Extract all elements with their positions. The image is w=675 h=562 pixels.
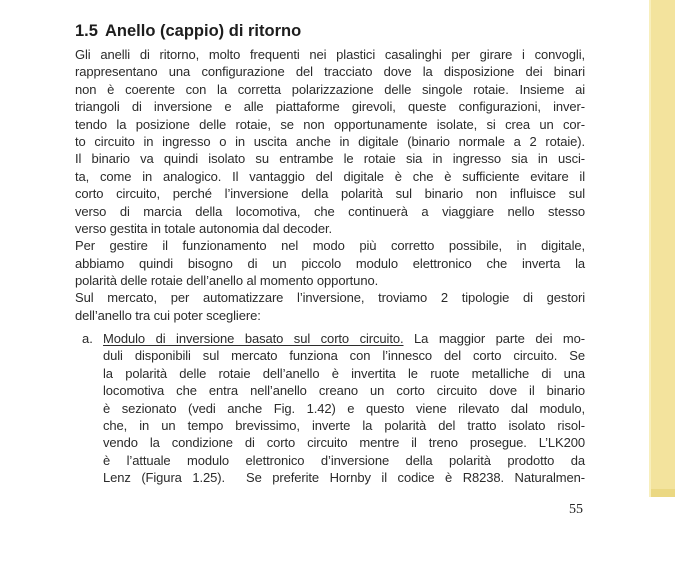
- text-line: Il binario va quindi isolato su entrambe le rotaie sia in ingresso sia in usci-: [75, 151, 585, 167]
- text-line: ta, come in analogico. Il vantaggio del digitale è che è sufficiente evitare il: [75, 168, 585, 184]
- text-line: verso gestita in totale autonomia dal decoder.: [75, 220, 333, 236]
- text-line: la polarità delle rotaie dell’anello è invertita le ruote metalliche di una: [103, 365, 585, 381]
- text-line: to circuito in ingresso o in uscita anche in digitale (binario normale a 2 rotaie).: [75, 133, 585, 149]
- text-line: Lenz (Figura 1.25). Se preferite Hornby il codice è R8238. Naturalmen-: [103, 470, 585, 486]
- page-number: 55: [569, 502, 583, 517]
- text-line: duli disponibili sul mercato funziona con l’innesco del corto circuito. Se: [103, 348, 585, 364]
- text-line: dell’anello tra cui poter scegliere:: [75, 307, 261, 323]
- text-line: Per gestire il funzionamento nel modo più corretto possibile, in digitale,: [75, 238, 585, 254]
- text-line: verso di marcia della locomotiva, che continuerà a viaggiare nello stesso: [75, 203, 585, 219]
- underlined-phrase: Modulo di inversione basato sul corto circuito.: [103, 331, 404, 346]
- text-line: Modulo di inversione basato sul corto circuito. La maggior parte dei mo-: [103, 331, 585, 346]
- text-line: non è coerente con la corretta polarizzazione delle singole rotaie. Insieme ai: [75, 81, 585, 97]
- text-line: rappresentano una configurazione del tracciato dove la disposizione dei binari: [75, 64, 585, 80]
- text-line: Gli anelli di ritorno, molto frequenti nei plastici casalinghi per girare i convogli,: [75, 47, 585, 62]
- text-line: polarità delle rotaie dell’anello al momento opportuno.: [75, 273, 379, 289]
- list-item-a-text: [103, 330, 585, 487]
- text-line: Sul mercato, per automatizzare l’inversione, troviamo 2 tipologie di gestori: [75, 290, 585, 306]
- text-line: locomotiva che entra nell’anello creano un corto circuito dove il binario: [103, 383, 585, 399]
- page-edge-accent-stripe: [649, 0, 675, 497]
- text-line: è sezionato (vedi anche Fig. 1.42) e questo viene rilevato dal modulo,: [103, 400, 585, 416]
- text-line: è l’attuale modulo elettronico d’inversione della polarità prodotto da: [103, 452, 585, 468]
- body-text: [75, 46, 585, 324]
- text-line: corto circuito, perché l’inversione della polarità sul binario non influisce sul: [75, 186, 585, 202]
- section-heading: [75, 20, 301, 42]
- section-title: Anello (cappio) di ritorno: [105, 22, 302, 41]
- text-line: vendo la condizione di corto circuito mentre il treno prosegue. L’LK200: [103, 435, 585, 451]
- page-edge-accent-stripe-bottom: [651, 489, 675, 497]
- text-line: che, in un tempo brevissimo, inverte la polarità del tratto isolato risol-: [103, 417, 585, 433]
- section-number: 1.5: [75, 22, 98, 41]
- list-item-a-marker: a.: [82, 331, 93, 346]
- text-line: abbiamo quindi bisogno di un piccolo modulo elettronico che inverta la: [75, 255, 585, 271]
- text-line: triangoli di inversione e alle piattaforme girevoli, queste configurazioni, inver-: [75, 99, 585, 115]
- text-line: tendo la posizione delle rotaie, se non opportunamente isolate, si crea un cor-: [75, 116, 585, 132]
